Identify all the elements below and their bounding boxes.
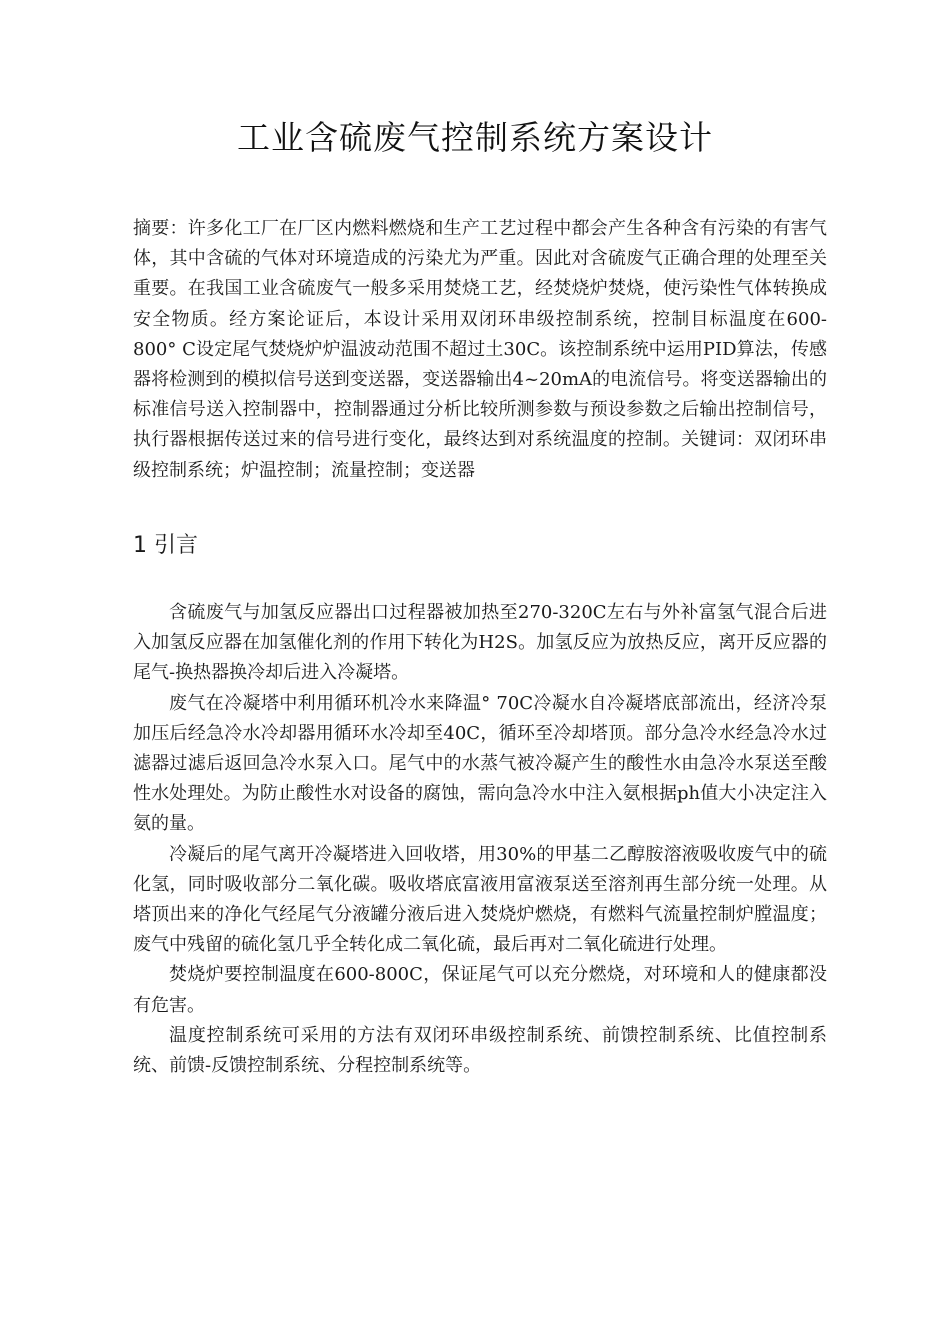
section-body	[133, 598, 827, 1081]
body-paragraph: 焚烧炉要控制温度在600-800C，保证尾气可以充分燃烧，对环境和人的健康都没有危害。	[133, 964, 827, 1016]
body-paragraph: 温度控制系统可采用的方法有双闭环串级控制系统、前馈控制系统、比值控制系统、前馈-反馈控制系统、分程控制系统等。	[133, 1024, 827, 1077]
abstract-paragraph: 摘要：许多化工厂在厂区内燃料燃烧和生产工艺过程中都会产生各种含有污染的有害气体，其中含硫的气体对环境造成的污染尤为严重。因此对含硫废气正确合理的处理至关重要。在我国工业含硫废气一般多采用焚烧工艺，经焚烧炉焚烧，使污染性气体转换成安全物质。经方案论证后，本设计采用双闭环串级控制系统，控制目标温度在600-800° C设定尾气焚烧炉炉温波动范围不超过土30C。该控制系统中运用PID算法，传感器将检测到的模拟信号送到变送器，变送器输出4~20mA的电流信号。将变送器输出的标准信号送入控制器中，控制器通过分析比较所测参数与预设参数之后输出控制信号，执行器根据传送过来的信号进行变化，最终达到对系统温度的控制。关键词：双闭环串级控制系统；炉温控制；流量控制；变送器	[133, 218, 827, 481]
document-title: 工业含硫废气控制系统方案设计	[237, 118, 713, 157]
body-paragraph: 废气在冷凝塔中利用循环机冷水来降温° 70C冷凝水自冷凝塔底部流出，经济冷泵加压后经急冷水冷却器用循环水冷却至40C，循环至冷却塔顶。部分急冷水经急冷水过滤器过滤后返回急冷水泵入口。尾气中的水蒸气被冷凝产生的酸性水由急冷水泵送至酸性水处理处。为防止酸性水对设备的腐蚀，需向急冷水中注入氨根据ph值大小决定注入氨的量。	[133, 692, 827, 835]
body-paragraph: 含硫废气与加氢反应器出口过程器被加热至270-320C左右与外补富氢气混合后进入加氢反应器在加氢催化剂的作用下转化为H2S。加氢反应为放热反应，离开反应器的尾气-换热器换冷却后进入冷凝塔。	[133, 602, 827, 684]
body-paragraph: 冷凝后的尾气离开冷凝塔进入回收塔，用30%的甲基二乙醇胺溶液吸收废气中的硫化氢，同时吸收部分二氧化碳。吸收塔底富液用富液泵送至溶剂再生部分统一处理。从塔顶出来的净化气经尾气分液罐分液后进入焚烧炉燃烧，有燃料气流量控制炉膛温度；废气中残留的硫化氢几乎全转化成二氧化硫，最后再对二氧化硫进行处理。	[133, 843, 827, 956]
section-heading: 1 引言	[133, 533, 198, 558]
